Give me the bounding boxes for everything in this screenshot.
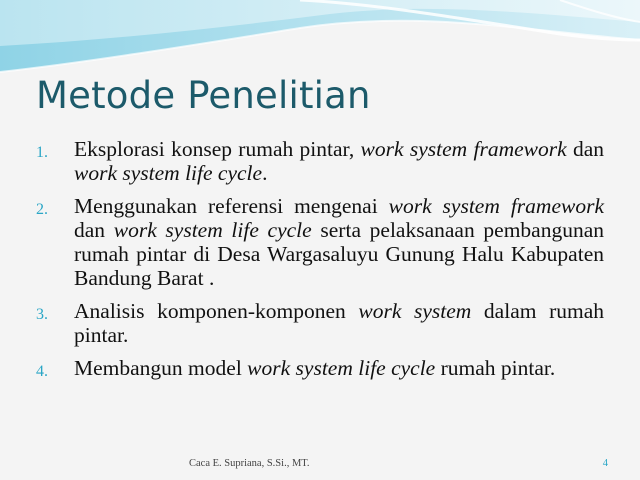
text-segment: dan: [74, 218, 114, 242]
list-item-text: [74, 356, 604, 384]
numbered-list: [36, 137, 604, 393]
list-item-text: [74, 299, 604, 347]
text-segment: Analisis komponen-komponen: [74, 299, 359, 323]
footer-author: Caca E. Supriana, S.Si., MT.: [189, 458, 310, 469]
text-segment: dalam rumah pintar.: [74, 299, 604, 347]
italic-term: work system framework: [388, 194, 604, 218]
italic-term: work system framework: [360, 137, 567, 161]
list-item-number: 4.: [36, 363, 48, 380]
italic-term: work system: [358, 299, 472, 323]
text-segment: serta pelaksanaan pembangunan rumah pintar di Desa Wargasaluyu Gunung Halu Kabupaten Bandung Barat .: [74, 218, 605, 290]
list-item-text: [74, 137, 604, 185]
list-item: [36, 137, 604, 185]
list-item: [36, 299, 604, 347]
list-item: [36, 356, 604, 384]
list-item-number: 3.: [36, 306, 48, 323]
page-number: 4: [602, 458, 608, 469]
text-segment: Eksplorasi konsep rumah pintar,: [74, 137, 361, 161]
text-segment: dan: [566, 137, 604, 161]
text-segment: Membangun model: [74, 356, 248, 380]
text-segment: .: [262, 161, 268, 185]
list-item-number: 1.: [36, 144, 48, 161]
text-segment: rumah pintar.: [435, 356, 556, 380]
italic-term: work system life cycle: [113, 218, 312, 242]
list-item-text: [74, 194, 604, 290]
italic-term: work system life cycle: [74, 161, 263, 185]
header-wave-decoration: [0, 0, 640, 80]
text-segment: Menggunakan referensi mengenai: [74, 194, 389, 218]
italic-term: work system life cycle: [247, 356, 436, 380]
list-item-number: 2.: [36, 201, 48, 218]
list-item: [36, 194, 604, 290]
slide-title: Metode Penelitian: [36, 74, 371, 117]
